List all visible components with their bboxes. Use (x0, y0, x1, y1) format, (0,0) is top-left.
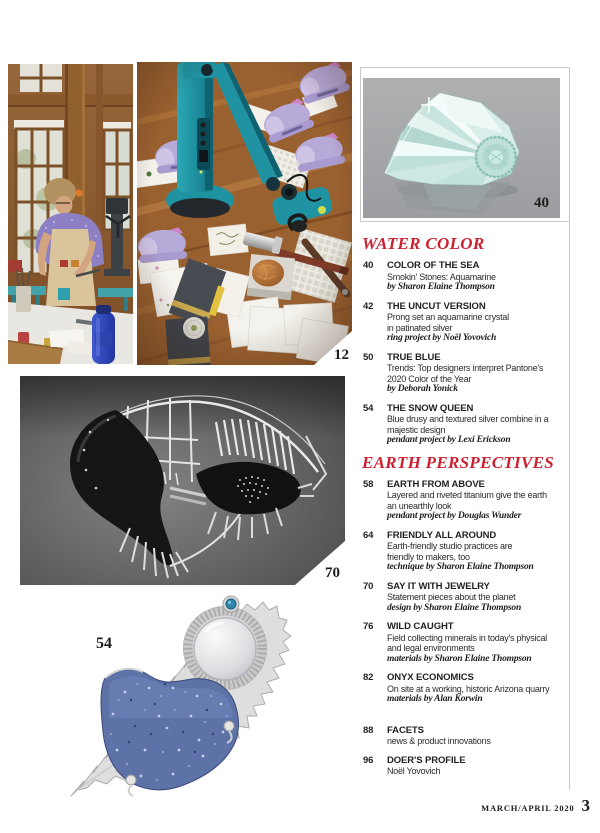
photo-page-number: 40 (534, 195, 549, 211)
footer-issue-date: MARCH/APRIL 2020 (481, 803, 575, 813)
aquamarine-art (363, 78, 560, 218)
toc-entry-description: news & product innovations (387, 736, 491, 746)
aquamarine-photo (363, 78, 560, 218)
gem-round-end (476, 137, 516, 177)
toc-entry-description: Field collecting minerals in today's physical (387, 632, 548, 643)
section-title-earth-perspectives: EARTH PERSPECTIVES (362, 452, 554, 472)
toc-entry-page-number: 76 (363, 621, 374, 632)
studio-photo-art (8, 64, 133, 364)
footer-page-number: 3 (581, 796, 590, 815)
toc-entry (360, 480, 574, 522)
toc-entry (360, 404, 574, 446)
earmuff-accent (76, 190, 83, 197)
pendant-art (55, 592, 340, 810)
blue-topaz-gem (223, 596, 239, 612)
toc-entry (360, 726, 574, 747)
toc-entry-page-number: 82 (363, 672, 374, 683)
craft-supplies-photo (137, 62, 352, 365)
toc-entry-description: Prong set an aquamarine crystal (387, 312, 509, 322)
toc-entry-page-number: 42 (363, 300, 374, 312)
toc-entry-title: THE SNOW QUEEN (387, 402, 474, 414)
photo-page-number: 12 (334, 347, 349, 363)
pendant-photo (55, 592, 340, 810)
toc-entry-description: an unearthly look (387, 500, 452, 511)
toc-entry-description: and legal environments (387, 643, 475, 653)
toc-entry (360, 582, 574, 614)
toc-entry-description: Trends: Top designers interpret Pantone's (387, 363, 544, 373)
toc-entry-page-number: 88 (363, 724, 374, 736)
toc-entry-description: 2020 Color of the Year (387, 373, 472, 384)
toc-entry-byline: materials by Alan Korwin (387, 694, 483, 704)
page-footer (481, 796, 590, 816)
toc-entry-page-number: 70 (363, 580, 374, 592)
aquamarine-photo-card (360, 67, 570, 222)
toc-entry-page-number: 40 (363, 260, 374, 271)
toc-entry (360, 302, 574, 344)
photo-page-number: 70 (325, 565, 340, 581)
pearl-ring (184, 607, 267, 690)
toc-entry-byline: design by Sharon Elaine Thompson (387, 602, 522, 613)
toc-entry-description: On site at a working, historic Arizona quarry (387, 683, 550, 694)
section-title-water-color: WATER COLOR (362, 234, 485, 253)
brooch-art (20, 376, 345, 585)
toc-entry-byline: pendant project by Douglas Wunder (387, 511, 522, 521)
toc-entry-page-number: 58 (363, 478, 374, 490)
toc-entry-title: DOER'S PROFILE (387, 754, 466, 766)
toc-entry-byline: materials by Sharon Elaine Thompson (387, 653, 532, 664)
toc-entry-title: THE UNCUT VERSION (387, 300, 486, 312)
toc-entry-byline: by Deborah Yonick (387, 384, 458, 394)
toc-entry-page-number: 64 (363, 529, 374, 541)
toc-entry (360, 261, 574, 293)
toc-column (360, 236, 574, 786)
toc-entry-description: Earth-friendly studio practices are (387, 541, 513, 551)
toc-entry-title: COLOR OF THE SEA (387, 260, 480, 271)
toc-entry-description: friendly to makers, too (387, 551, 470, 562)
toc-entry (360, 756, 574, 777)
craft-photo-art (137, 62, 352, 365)
toc-entry-title: WILD CAUGHT (387, 621, 454, 632)
toc-entry-title: TRUE BLUE (387, 351, 441, 363)
toc-entry-page-number: 54 (363, 402, 374, 414)
toc-entry (360, 622, 574, 664)
toc-entry-description: majestic design (387, 424, 446, 435)
toc-entry (360, 353, 574, 395)
toc-entry-description: Statement pieces about the planet (387, 592, 516, 602)
toc-entry-byline: ring project by Noël Yovovich (387, 333, 497, 343)
toc-entry-title: ONYX ECONOMICS (387, 672, 474, 683)
toc-entry (360, 531, 574, 573)
toc-entry-description: Noël Yovovich (387, 766, 441, 776)
toc-entry-page-number: 96 (363, 754, 374, 766)
photo-page-number: 54 (96, 635, 112, 652)
toc-entry-description: Smokin' Stones: Aquamarine (387, 271, 496, 282)
brooch-photo (20, 376, 345, 585)
toc-entry-title: SAY IT WITH JEWELRY (387, 580, 490, 592)
toc-entry-title: FRIENDLY ALL AROUND (387, 529, 497, 541)
toc-entry-title: EARTH FROM ABOVE (387, 478, 485, 490)
red-toolbox (8, 260, 22, 272)
toc-entry-byline: technique by Sharon Elaine Thompson (387, 562, 534, 572)
toc-entry-description: Blue drusy and textured silver combine in a (387, 414, 549, 424)
toc-entry-byline: pendant project by Lexi Erickson (387, 435, 511, 445)
toc-entry (360, 673, 574, 705)
toc-entry-byline: by Sharon Elaine Thompson (387, 282, 495, 292)
toc-entry-title: FACETS (387, 724, 424, 736)
toc-entry-page-number: 50 (363, 351, 374, 363)
toc-entry-description: Layered and riveted titanium give the earth (387, 490, 547, 500)
studio-photo (8, 64, 133, 364)
blue-drusy-stone (101, 669, 238, 790)
toc-entry-description: in patinated silver (387, 322, 453, 333)
